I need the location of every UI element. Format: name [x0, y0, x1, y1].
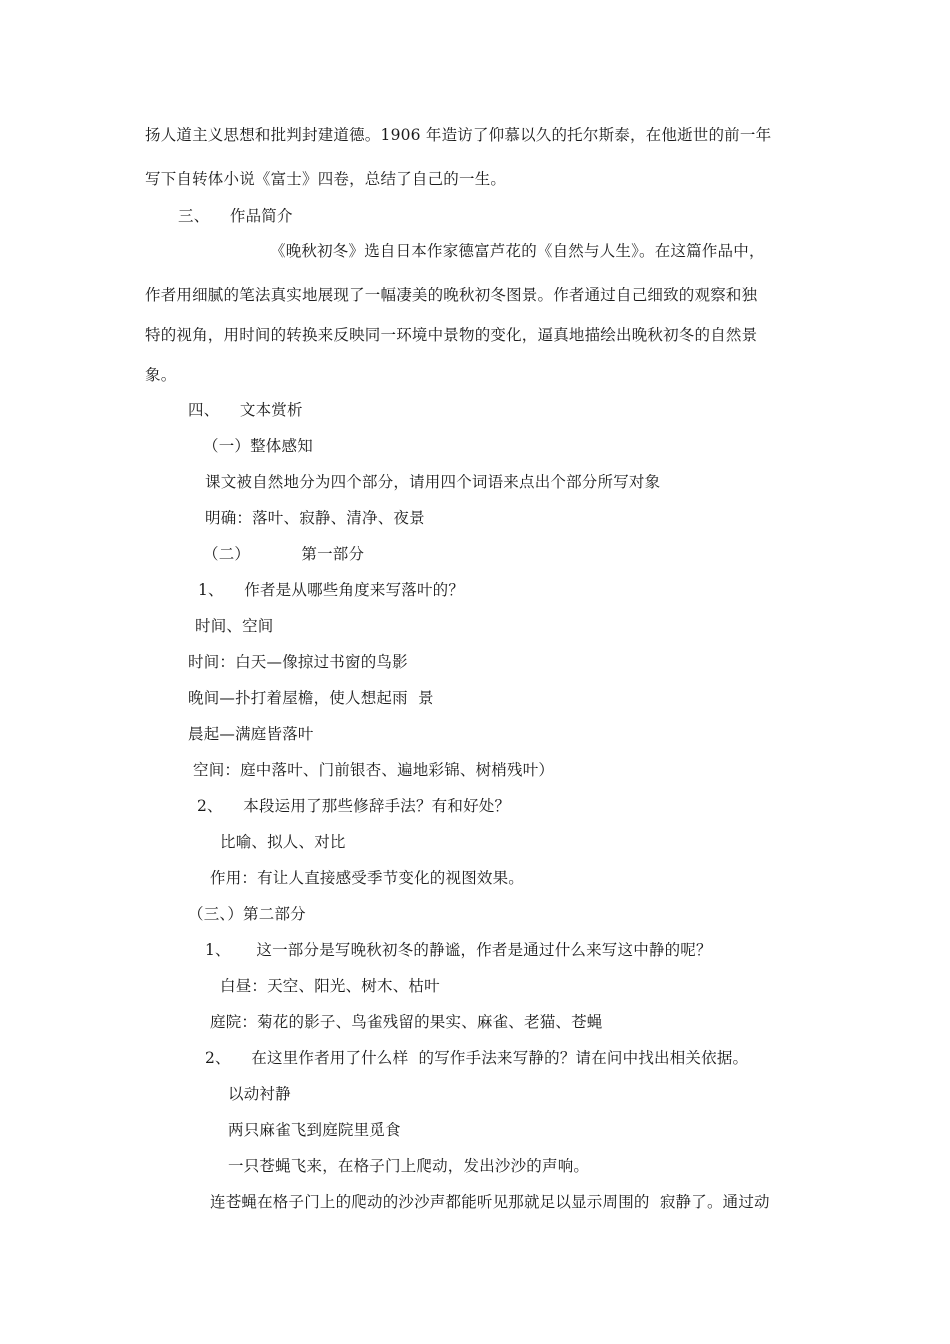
answer-line: 白昼：天空、阳光、树木、枯叶 — [220, 977, 440, 995]
answer-line: 以动衬静 — [228, 1085, 291, 1103]
question-line: 1、 这一部分是写晚秋初冬的静谧，作者是通过什么来写这中静的呢？ — [205, 941, 712, 959]
body-text-line: 象。 — [145, 366, 177, 384]
answer-line: 作用：有让人直接感受季节变化的视图效果。 — [210, 869, 525, 887]
answer-line: 晚间—扑打着屋檐，使人想起雨 景 — [188, 689, 434, 707]
section-heading-4: 四、 文本赏析 — [188, 401, 303, 419]
answer-line: 两只麻雀飞到庭院里觅食 — [228, 1121, 401, 1139]
subsection-heading: （二） 第一部分 — [203, 545, 365, 563]
answer-line: 比喻、拟人、对比 — [220, 833, 346, 851]
section-heading-3: 三、 作品简介 — [178, 207, 293, 225]
body-text-line: 课文被自然地分为四个部分，请用四个词语来点出个部分所写对象 — [205, 473, 661, 491]
body-text-line: 连苍蝇在格子门上的爬动的沙沙声都能听见那就足以显示周围的 寂静了。通过动 — [210, 1193, 770, 1211]
answer-line: 庭院：菊花的影子、鸟雀残留的果实、麻雀、老猫、苍蝇 — [210, 1013, 603, 1031]
answer-line: 晨起—满庭皆落叶 — [188, 725, 314, 743]
question-line: 2、 本段运用了那些修辞手法？有和好处？ — [197, 797, 511, 815]
body-text-line: 《晚秋初冬》选自日本作家德富芦花的《自然与人生》。在这篇作品中， — [270, 242, 765, 260]
subsection-heading: （三、）第二部分 — [188, 905, 306, 923]
body-text-line: 特的视角，用时间的转换来反映同一环境中景物的变化，逼真地描绘出晚秋初冬的自然景 — [145, 326, 758, 344]
subsection-heading: （一）整体感知 — [203, 437, 313, 455]
answer-line: 时间：白天—像掠过书窗的鸟影 — [188, 653, 408, 671]
answer-line: 一只苍蝇飞来，在格子门上爬动，发出沙沙的声响。 — [228, 1157, 590, 1175]
answer-line: 时间、空间 — [195, 617, 274, 635]
question-line: 1、 作者是从哪些角度来写落叶的？ — [198, 581, 465, 599]
body-text-line: 明确：落叶、寂静、清净、夜景 — [205, 509, 425, 527]
question-line: 2、 在这里作者用了什么样 的写作手法来写静的？请在问中找出相关依据。 — [205, 1049, 749, 1067]
body-text-line: 作者用细腻的笔法真实地展现了一幅凄美的晚秋初冬图景。作者通过自己细致的观察和独 — [145, 286, 758, 304]
body-text-line: 写下自转体小说《富士》四卷，总结了自己的一生。 — [145, 170, 507, 188]
answer-line: 空间：庭中落叶、门前银杏、遍地彩锦、树梢残叶） — [193, 761, 555, 779]
body-text-line: 扬人道主义思想和批判封建道德。1906 年造访了仰慕以久的托尔斯泰，在他逝世的前一年 — [145, 126, 772, 144]
